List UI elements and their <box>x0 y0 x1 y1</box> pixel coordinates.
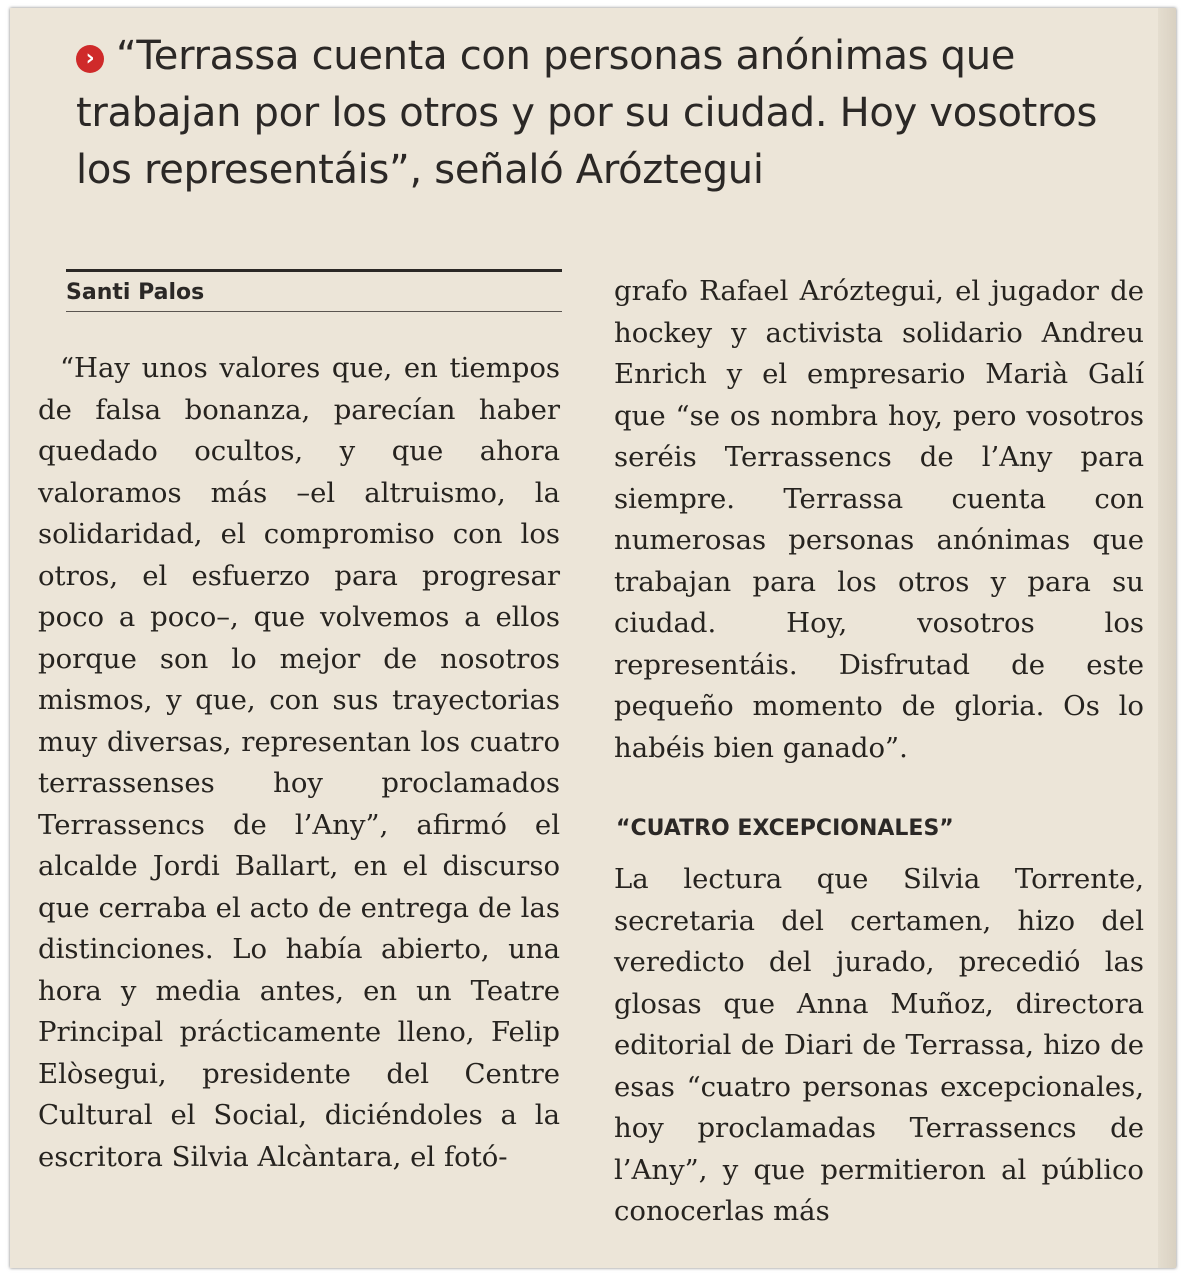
right-column-continued-text: La lectura que Silvia Torrente, secretaria del certamen, hizo del veredicto del jurado, precedió las glosas que Anna Muñoz, directora editorial de Diari de Terrassa, hizo de esas “cuatro personas excepcionales, hoy proclamadas Terrassencs de l’Any”, y que permitieron al público conocerlas más <box>614 863 1144 1227</box>
red-chevron-bullet-icon: › <box>76 45 104 73</box>
article-column-right <box>614 271 1144 769</box>
page-edge <box>1158 8 1176 1268</box>
article-column-right-continued <box>614 859 1144 1233</box>
byline: Santi Palos <box>66 280 562 312</box>
headline-text: “Terrassa cuenta con personas anónimas que trabajan por los otros y por su ciudad. Hoy vosotros los representáis”, señaló Aróztegui <box>76 33 1098 193</box>
article-column-left <box>38 348 560 1178</box>
headline <box>76 28 1146 199</box>
byline-rule <box>66 269 562 272</box>
section-subhead: “CUATRO EXCEPCIONALES” <box>616 816 954 841</box>
left-column-text: “Hay unos valores que, en tiempos de falsa bonanza, parecían haber quedado ocultos, y que ahora valoramos más –el altruismo, la solidaridad, el compromiso con los otros, el esfuerzo para progresar poco a poco–, que volvemos a ellos porque son lo mejor de nosotros mismos, y que, con sus trayectorias muy diversas, representan los cuatro terrassenses hoy proclamados Terrassencs de l’Any”, afirmó el alcalde Jordi Ballart, en el discurso que cerraba el acto de entrega de las distinciones. Lo había abierto, una hora y media antes, en un Teatre Principal prácticamente lleno, Felip Elòsegui, presidente del Centre Cultural el Social, diciéndoles a la escritora Silvia Alcàntara, el fotó- <box>38 352 560 1173</box>
newspaper-clipping <box>10 8 1176 1268</box>
right-column-text: grafo Rafael Aróztegui, el jugador de hockey y activista solidario Andreu Enrich y el empresario Marià Galí que “se os nombra hoy, pero vosotros seréis Terrassencs de l’Any para siempre. Terrassa cuenta con numerosas personas anónimas que trabajan para los otros y para su ciudad. Hoy, vosotros los representáis. Disfrutad de este pequeño momento de gloria. Os lo habéis bien ganado”. <box>614 275 1144 764</box>
